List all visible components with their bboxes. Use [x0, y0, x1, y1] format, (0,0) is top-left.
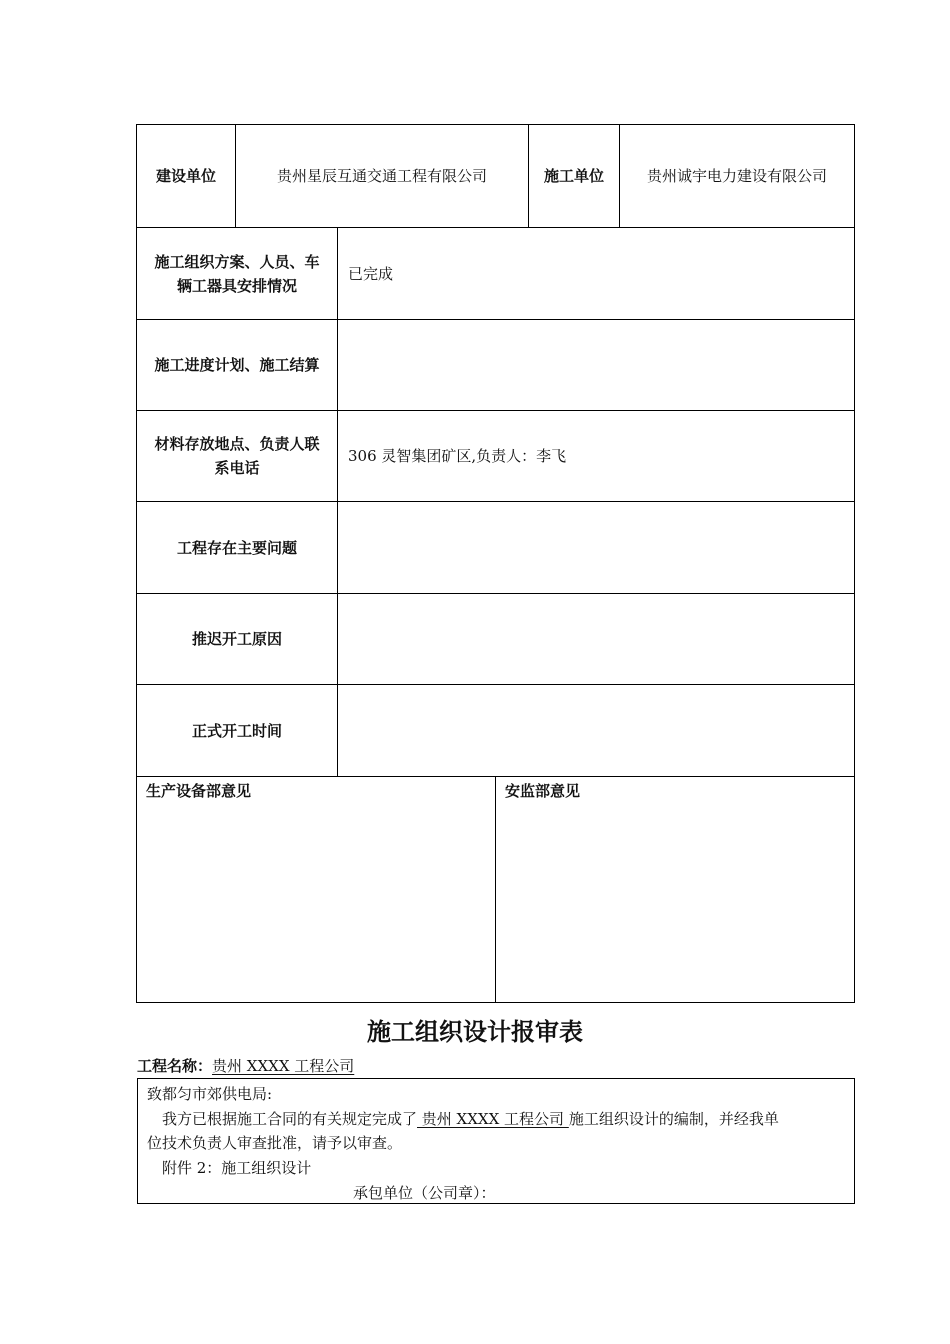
contractor-signature: 承包单位（公司章）： [353, 1184, 496, 1202]
attachment-note: 附件 2：施工组织设计 [162, 1159, 312, 1177]
material-storage-value: 306 灵智集团矿区,负责人：李飞 [348, 447, 567, 465]
table-col-divider [495, 776, 496, 1003]
table-border-right [854, 124, 855, 1003]
contractor-label: 施工单位 [543, 167, 604, 185]
delay-reason-label: 推迟开工原因 [191, 630, 282, 648]
addressee: 致都匀市郊供电局: [147, 1085, 273, 1103]
contractor-value: 贵州诚宇电力建设有限公司 [646, 167, 827, 185]
page-title: 施工组织设计报审表 [367, 1018, 583, 1046]
material-storage-label-line2: 系电话 [214, 459, 260, 477]
arrangement-label-line1: 施工组织方案、人员、车 [154, 252, 320, 271]
arrangement-label-line2: 辆工器具安排情况 [176, 276, 297, 295]
project-name-label: 工程名称： [137, 1057, 213, 1075]
production-dept-opinion-label: 生产设备部意见 [146, 782, 252, 800]
arrangement-label [137, 228, 337, 319]
delay-reason-value [338, 594, 854, 684]
letter-body-company: 贵州 XXXX 工程公司 [417, 1110, 569, 1128]
main-issues-label: 工程存在主要问题 [176, 538, 297, 557]
letter-body-line2: 位技术负责人审查批准，请予以审查。 [147, 1134, 403, 1152]
start-time-label: 正式开工时间 [191, 721, 282, 740]
schedule-label: 施工进度计划、施工结算 [154, 356, 320, 374]
material-storage-label [137, 411, 337, 501]
letter-body-prefix: 我方已根据施工合同的有关规定完成了 [162, 1110, 418, 1128]
material-storage-label-line1: 材料存放地点、负责人联 [154, 435, 320, 453]
builder-value: 贵州星辰互通交通工程有限公司 [276, 167, 487, 185]
project-name-line [137, 1055, 354, 1077]
start-time-value [338, 685, 854, 776]
project-name-value: 贵州 XXXX 工程公司 [212, 1057, 355, 1075]
submission-letter-box [137, 1078, 855, 1204]
letter-body-line1 [162, 1108, 779, 1129]
arrangement-value: 已完成 [348, 264, 394, 283]
builder-label: 建设单位 [155, 167, 216, 185]
schedule-value [338, 320, 854, 410]
letter-body-suffix: 施工组织设计的编制，并经我单 [568, 1110, 779, 1128]
safety-dept-opinion-label: 安监部意见 [505, 782, 581, 800]
main-issues-value [338, 502, 854, 593]
